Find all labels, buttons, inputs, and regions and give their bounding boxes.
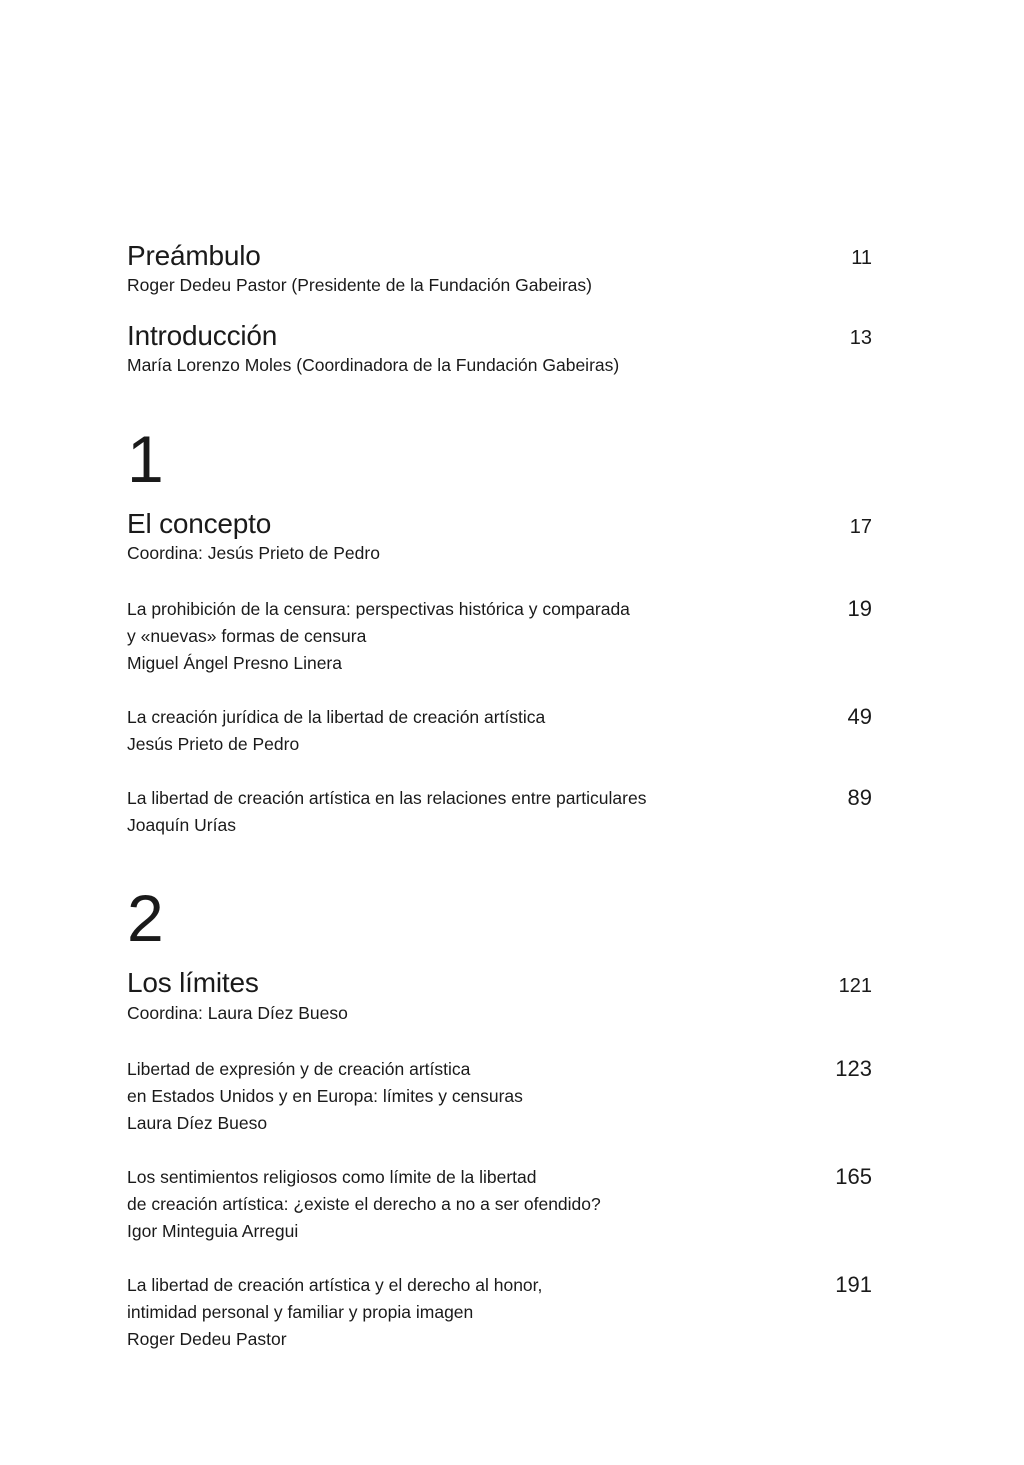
chapter-title-line: Los sentimientos religiosos como límite de la libertad — [127, 1167, 537, 1187]
chapter-title-line: La creación jurídica de la libertad de creación artística — [127, 707, 546, 727]
page-number: 121 — [838, 975, 872, 997]
section-coordinator: Coordina: Jesús Prieto de Pedro — [127, 543, 380, 563]
chapter-title-line: Libertad de expresión y de creación artística — [127, 1059, 471, 1079]
chapter-title-line: intimidad personal y familiar y propia imagen — [127, 1302, 474, 1322]
page-number: 49 — [847, 704, 872, 729]
section-number-text: 1 — [127, 422, 164, 496]
chapter-entry — [127, 704, 872, 758]
entry-title: Introducción — [127, 320, 278, 351]
toc-entry-introduction — [127, 320, 872, 380]
page-number: 19 — [847, 596, 872, 621]
page-number: 123 — [835, 1056, 872, 1081]
chapter-entry — [127, 1164, 872, 1245]
chapter-entry — [127, 785, 872, 839]
section-heading — [127, 967, 872, 1027]
chapter-entry — [127, 1056, 872, 1137]
chapter-author: Roger Dedeu Pastor — [127, 1329, 287, 1349]
section-title: El concepto — [127, 508, 272, 539]
page-number: 11 — [851, 247, 872, 269]
page-number: 89 — [847, 785, 872, 810]
page-number: 191 — [835, 1272, 872, 1297]
section-number — [127, 422, 872, 496]
section-title: Los límites — [127, 967, 259, 998]
chapter-author: Igor Minteguia Arregui — [127, 1221, 299, 1241]
chapter-author: Joaquín Urías — [127, 815, 236, 835]
page-number: 13 — [849, 327, 872, 349]
chapter-entry — [127, 1272, 872, 1353]
chapter-title-line: La libertad de creación artística en las relaciones entre particulares — [127, 788, 647, 808]
section-number-text: 2 — [127, 881, 164, 955]
chapter-title-line: La libertad de creación artística y el derecho al honor, — [127, 1275, 543, 1295]
chapter-entry — [127, 596, 872, 677]
chapter-author: Miguel Ángel Presno Linera — [127, 653, 342, 673]
page-number: 17 — [849, 516, 872, 538]
chapter-title-line: de creación artística: ¿existe el derecho a no a ser ofendido? — [127, 1194, 601, 1214]
chapter-title-line: en Estados Unidos y en Europa: límites y censuras — [127, 1086, 523, 1106]
entry-author: María Lorenzo Moles (Coordinadora de la Fundación Gabeiras) — [127, 355, 620, 375]
entry-author: Roger Dedeu Pastor (Presidente de la Fundación Gabeiras) — [127, 275, 592, 295]
page-number: 165 — [835, 1164, 872, 1189]
chapter-title-line: La prohibición de la censura: perspectivas histórica y comparada — [127, 599, 630, 619]
toc-entry-preamble — [127, 240, 872, 300]
chapter-author: Jesús Prieto de Pedro — [127, 734, 300, 754]
chapter-title-line: y «nuevas» formas de censura — [127, 626, 367, 646]
entry-title: Preámbulo — [127, 240, 261, 271]
chapter-author: Laura Díez Bueso — [127, 1113, 268, 1133]
section-heading — [127, 508, 872, 568]
section-number — [127, 881, 872, 955]
section-coordinator: Coordina: Laura Díez Bueso — [127, 1003, 348, 1023]
